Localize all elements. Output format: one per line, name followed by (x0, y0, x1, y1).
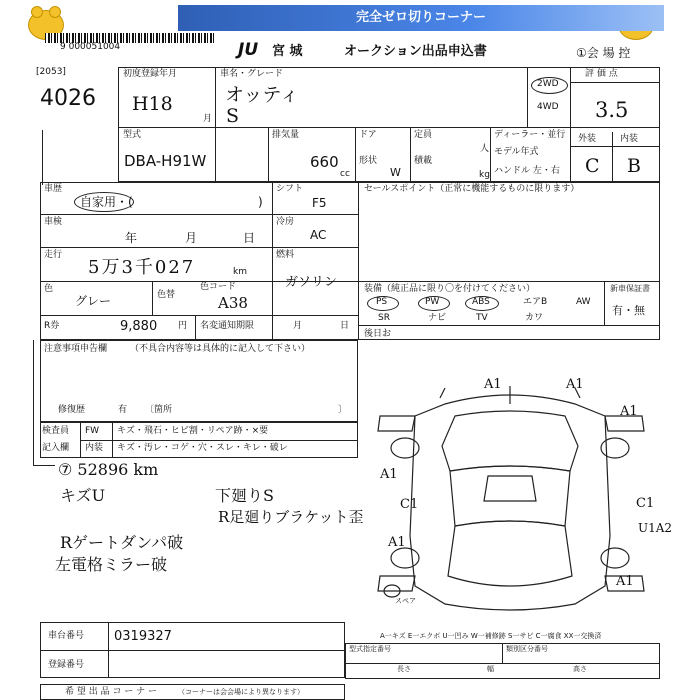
corner-banner: 完全ゼロ切りコーナー (178, 5, 664, 31)
reg-label: 初度登録年月 (123, 69, 178, 79)
repair-place: 〔箇所 (145, 405, 173, 415)
model-label: 型式 (123, 130, 142, 140)
month-unit-3: 月 (185, 231, 198, 245)
load-unit: kg (479, 170, 490, 180)
reg-value: H18 (132, 93, 173, 115)
org-name: 宮 城 (272, 44, 303, 59)
disp-label: 排気量 (272, 130, 300, 140)
form-number-label: 型式指定番号 (349, 645, 391, 653)
mark-a1-right: A1 (620, 404, 638, 419)
history-value: 自家用・( (80, 195, 133, 209)
int-value: B (627, 155, 641, 177)
repair-close: 〕 (338, 405, 348, 415)
aircon-label: 冷房 (276, 217, 295, 227)
hw-line5: 左電格ミラー破 (55, 555, 168, 574)
wish-corner-note: （コーナーは会会場により異なります） (178, 688, 304, 696)
rear-label: 後日お (364, 329, 392, 339)
notice-month: 月 (293, 321, 303, 331)
hw-line2: 下廻りS (215, 486, 274, 505)
aircon-value: AC (310, 228, 327, 242)
notice-day: 日 (340, 321, 350, 331)
color-value: グレー (75, 294, 112, 308)
wish-corner-label: 希 望 出 品 コ ー ナ ー (65, 687, 158, 697)
name-label: 車名・グレード (220, 69, 284, 79)
recycle-unit: 円 (178, 321, 188, 331)
fw-items: キズ・飛石・ヒビ割・リペア跡・×要 (117, 426, 269, 436)
equip-label: 装備（純正品に限り〇を付けてください） (364, 284, 536, 294)
drive-4wd: 4WD (537, 102, 559, 112)
fuel-label: 燃料 (276, 250, 295, 260)
int-label: 内装 (620, 134, 639, 144)
barcode-digits: 9 000051004 (60, 42, 121, 52)
equip-navi: ナビ (428, 313, 447, 323)
name-value: オッティ (225, 84, 299, 106)
chassis-label: 車台番号 (48, 631, 85, 641)
equip-ps: PS (376, 297, 388, 307)
equip-sr: SR (378, 313, 390, 323)
ext-label: 外装 (578, 134, 597, 144)
capacity-label: 定員 (414, 130, 433, 140)
caution-label: 注意事項申告欄 (44, 344, 108, 354)
ext-value: C (585, 155, 600, 177)
handle-label: ハンドル 左・右 (494, 166, 560, 176)
dealer-label: ディーラー・並行 (494, 130, 566, 140)
hw-odometer: ⑦ 52896 km (58, 460, 159, 479)
repaint-label: 色替 (157, 290, 176, 300)
equip-abs: ABS (472, 297, 490, 307)
color-label: 色 (44, 284, 54, 294)
model-value: DBA-H91W (124, 152, 207, 170)
grade-label: 評 価 点 (585, 69, 618, 79)
inspection-label: 車検 (44, 217, 63, 227)
inspector-label-2: 記入欄 (42, 443, 70, 453)
load-label: 積載 (414, 156, 433, 166)
score: 3.5 (595, 98, 629, 122)
history-label: 車歴 (44, 184, 63, 194)
logo: JU (238, 40, 259, 60)
equip-leather: カワ (525, 313, 544, 323)
mark-a1-top-right: A1 (566, 377, 584, 392)
equip-pw: PW (425, 297, 440, 307)
disp-unit: cc (340, 169, 350, 179)
mark-a1-top-left: A1 (484, 377, 502, 392)
color-code-label: 色コード (200, 282, 237, 292)
shape-value: W (390, 166, 401, 179)
recycle-label: R券 (44, 321, 60, 331)
equip-airbag: エアB (523, 297, 548, 307)
mark-u1-right: U1A2 (638, 521, 673, 535)
door-label: ドア (359, 130, 377, 140)
width-label: 幅 (487, 665, 494, 673)
mileage-label: 走行 (44, 250, 63, 260)
legend: A一キズ E一エクボ U一凹み W一補修跡 S一サビ C一腐食 XX一交換済 (380, 632, 602, 640)
mark-a1-left-low: A1 (388, 535, 406, 550)
mark-a1-bottom-right: A1 (616, 574, 634, 589)
length-label: 長さ (397, 665, 411, 673)
disp-value: 660 (310, 153, 339, 171)
mark-c1-right: C1 (636, 496, 655, 511)
year-unit: 年 (125, 231, 138, 245)
notice-label: 名変通知期限 (200, 321, 255, 331)
drive-2wd: 2WD (537, 79, 559, 89)
reg-number-label: 登録番号 (48, 660, 85, 670)
inner-label: 内装 (85, 443, 104, 453)
newcar-label: 新車保証書 (610, 284, 650, 293)
sales-label: セールスポイント（正常に機能するものに限ります） (364, 184, 580, 194)
form-title: オークション出品申込書 (344, 44, 487, 59)
inner-items: キズ・汚レ・コゲ・穴・スレ・キレ・破レ (117, 443, 288, 453)
newcar-value: 有・無 (612, 304, 645, 317)
repair-value: 有 (118, 405, 128, 415)
hw-line4: Rゲートダンパ破 (60, 533, 184, 552)
caution-note: （不具合内容等は具体的に記入して下さい） (130, 344, 311, 354)
shift-value: F5 (312, 196, 327, 210)
fw-label: FW (85, 426, 100, 436)
shift-label: シフト (276, 184, 304, 194)
equip-aw: AW (576, 297, 591, 307)
lot-number: 4026 (40, 86, 96, 111)
capacity-unit: 人 (480, 144, 490, 154)
class-number-label: 類別区分番号 (506, 645, 548, 653)
day-unit: 日 (243, 231, 256, 245)
model-year-label: モデル年式 (494, 147, 539, 157)
history-close: ) (258, 195, 263, 209)
color-code-value: A38 (218, 294, 248, 312)
inspector-label: 検査員 (42, 426, 70, 436)
height-label: 高さ (573, 665, 587, 673)
equip-tv: TV (476, 313, 488, 323)
month-unit: 月 (203, 114, 213, 124)
spare-label: スペア (395, 597, 416, 605)
mark-a1-left: A1 (380, 467, 398, 482)
mark-c1-left: C1 (400, 497, 419, 512)
grade-value: S (226, 105, 240, 127)
chassis-value: 0319327 (114, 629, 172, 644)
mileage-value: 5万3千027 (88, 257, 196, 278)
recycle-value: 9,880 (120, 319, 158, 334)
shape-label: 形状 (359, 156, 378, 166)
repair-label: 修復歴 (58, 405, 86, 415)
hw-line1: キズU (60, 486, 106, 505)
entry-id: [2053] (36, 67, 66, 77)
venue-copy: ①会 場 控 (576, 46, 631, 60)
hw-line3: R足廻りブラケット歪 (218, 508, 364, 526)
km-unit: km (233, 267, 247, 277)
fuel-value: ガソリン (285, 275, 338, 290)
